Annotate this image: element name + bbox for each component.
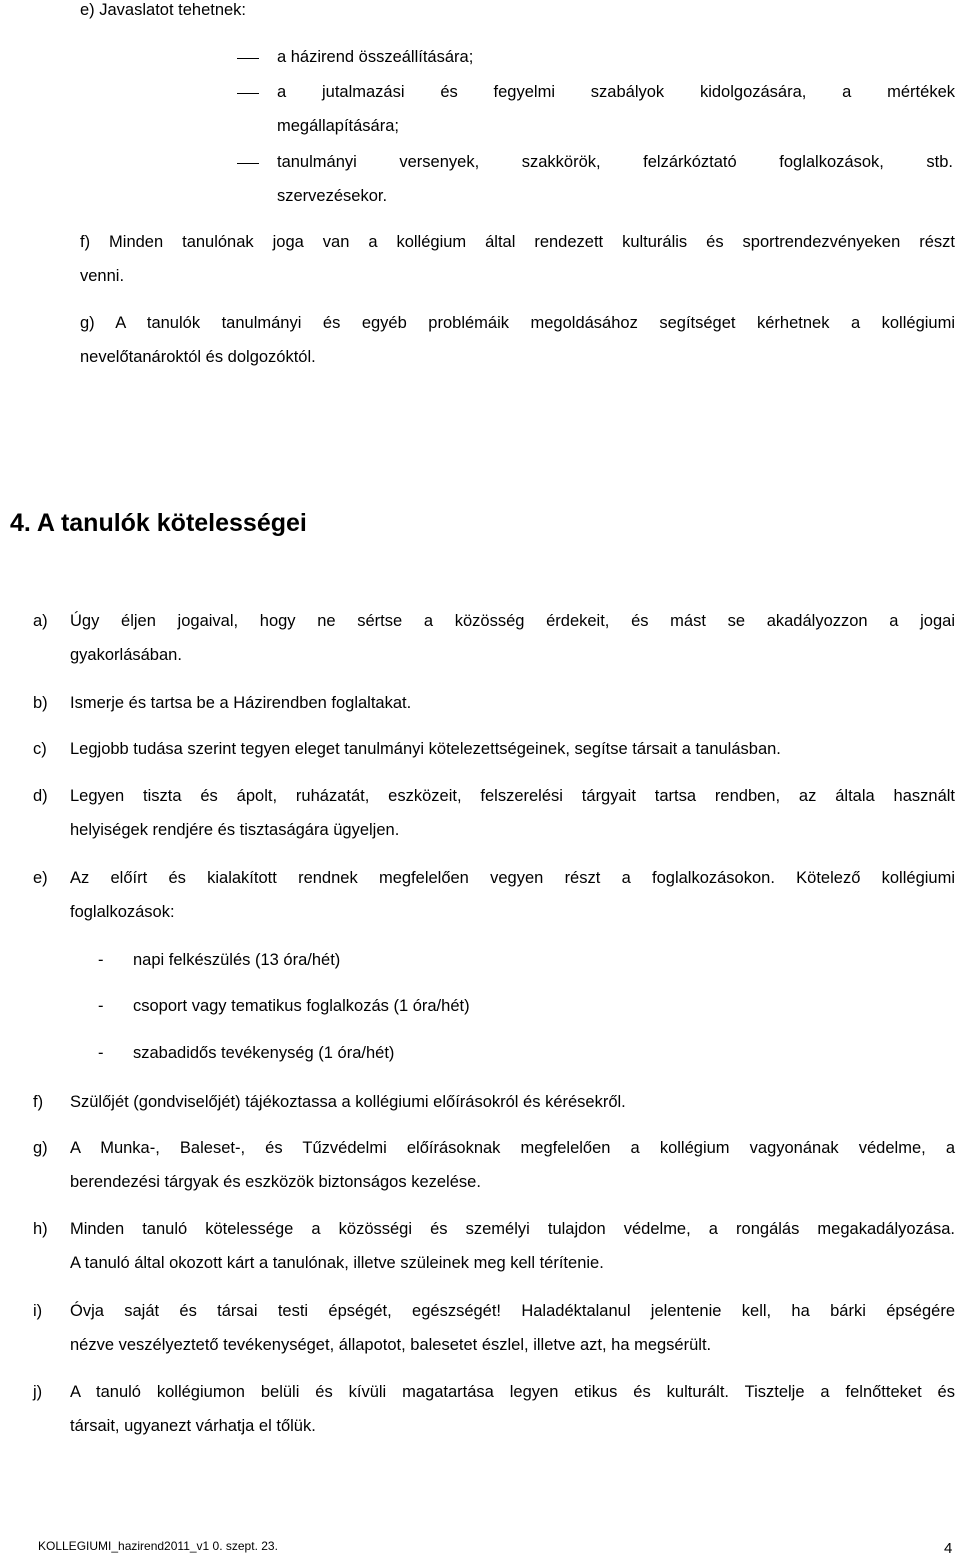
item-label: e): [33, 869, 48, 887]
item-label: c): [33, 740, 47, 758]
item-label: b): [33, 694, 48, 712]
item-line: berendezési tárgyak és eszközök biztonságos kezelése.: [70, 1173, 481, 1191]
paragraph-g-line: nevelőtanároktól és dolgozóktól.: [80, 348, 316, 366]
paragraph-g-line: g) A tanulók tanulmányi és egyéb problémáik megoldásához segítséget kérhetnek a kollégiumi: [80, 314, 955, 332]
sub-item-marker: -: [98, 951, 104, 969]
item-line: A tanuló által okozott kárt a tanulónak, illetve szüleinek meg kell térítenie.: [70, 1254, 604, 1272]
dash-marker: [237, 163, 259, 164]
item-line: Legjobb tudása szerint tegyen eleget tanulmányi kötelezettségeinek, segítse társait a tanulásban.: [70, 740, 781, 758]
footer-document-id: KOLLEGIUMI_hazirend2011_v1 0. szept. 23.: [38, 1539, 278, 1553]
sub-item-marker: -: [98, 1044, 104, 1062]
bullet-line: tanulmányi versenyek, szakkörök, felzárkóztató foglalkozások, stb.: [277, 153, 953, 171]
item-line: foglalkozások:: [70, 903, 175, 921]
item-line: Minden tanuló kötelessége a közösségi és személyi tulajdon védelme, a rongálás megakadályozása.: [70, 1220, 955, 1238]
item-label: h): [33, 1220, 48, 1238]
item-line: gyakorlásában.: [70, 646, 182, 664]
item-label: j): [33, 1383, 43, 1401]
item-line: nézve veszélyeztető tevékenységet, állapotot, balesetet észlel, illetve azt, ha megsérült.: [70, 1336, 712, 1354]
item-label: f): [33, 1093, 44, 1111]
item-line: társait, ugyanezt várhatja el tőlük.: [70, 1417, 316, 1435]
item-line: Úgy éljen jogaival, hogy ne sértse a közösség érdekeit, és mást se akadályozzon a jogai: [70, 612, 955, 630]
item-line: A Munka-, Baleset-, és Tűzvédelmi előírásoknak megfelelően a kollégium vagyonának védelme, a: [70, 1139, 955, 1157]
item-line: A tanuló kollégiumon belüli és kívüli magatartása legyen etikus és kulturált. Tisztelje a felnőtteket és: [70, 1383, 955, 1401]
item-line: Szülőjét (gondviselőjét) tájékoztassa a kollégiumi előírásokról és kérésekről.: [70, 1093, 626, 1111]
dash-marker: [237, 58, 259, 59]
intro-text: e) Javaslatot tehetnek:: [80, 1, 247, 19]
item-line: Óvja saját és társai testi épségét, egészségét! Haladéktalanul jelentenie kell, ha bárki épségére: [70, 1302, 955, 1320]
bullet-line: a jutalmazási és fegyelmi szabályok kidolgozására, a mértékek: [277, 83, 955, 101]
sub-item-marker: -: [98, 997, 104, 1015]
sub-item-text: szabadidős tevékenység (1 óra/hét): [133, 1044, 395, 1062]
item-label: i): [33, 1302, 43, 1320]
item-line: Legyen tiszta és ápolt, ruházatát, eszközeit, felszerelési tárgyait tartsa rendben, az általa használt: [70, 787, 955, 805]
page-number: 4: [944, 1540, 953, 1557]
item-label: a): [33, 612, 48, 630]
sub-item-text: napi felkészülés (13 óra/hét): [133, 951, 341, 969]
bullet-line: a házirend összeállítására;: [277, 48, 474, 66]
item-line: helyiségek rendjére és tisztaságára ügyeljen.: [70, 821, 400, 839]
bullet-line: szervezésekor.: [277, 187, 388, 205]
sub-item-text: csoport vagy tematikus foglalkozás (1 óra/hét): [133, 997, 470, 1015]
item-line: Az előírt és kialakított rendnek megfelelően vegyen részt a foglalkozásokon. Kötelező kollégiumi: [70, 869, 955, 887]
paragraph-f-line: f) Minden tanulónak joga van a kollégium által rendezett kulturális és sportrendezvényeken részt: [80, 233, 955, 251]
bullet-line: megállapítására;: [277, 117, 399, 135]
paragraph-f-line: venni.: [80, 267, 125, 285]
item-label: d): [33, 787, 48, 805]
section-heading: 4. A tanulók kötelességei: [10, 509, 307, 537]
item-label: g): [33, 1139, 48, 1157]
item-line: Ismerje és tartsa be a Házirendben foglaltakat.: [70, 694, 412, 712]
dash-marker: [237, 93, 259, 94]
